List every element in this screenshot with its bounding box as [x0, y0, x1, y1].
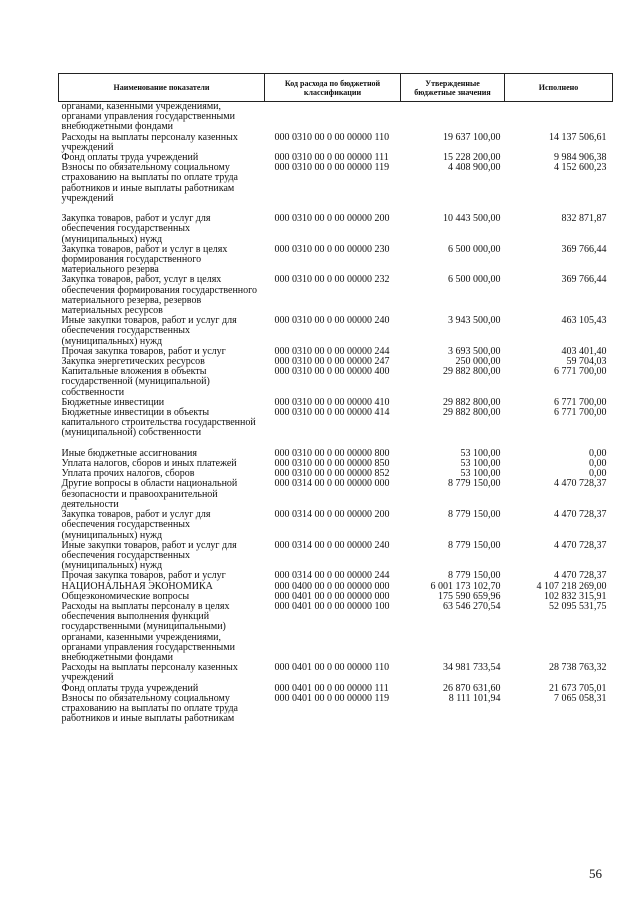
- row-expense-code: 000 0314 00 0 00 00000 000: [274, 478, 390, 490]
- row-executed-value: 369 766,44: [561, 243, 607, 255]
- table-row: [59, 602, 613, 663]
- table-row: [59, 571, 613, 581]
- row-executed-value: 0,00: [589, 447, 607, 459]
- row-approved-value: 8 779 150,00: [448, 539, 501, 551]
- row-executed-value: 52 095 531,75: [549, 600, 607, 612]
- table-row: [59, 541, 613, 572]
- row-executed-value: 14 137 506,61: [549, 131, 607, 143]
- row-approved-value: 175 590 659,96: [438, 590, 501, 602]
- row-expense-code: 000 0310 00 0 00 00000 400: [274, 366, 390, 378]
- row-name: Другие вопросы в области национальной безопасности и правоохранительной деятельности: [61, 478, 238, 510]
- table-row: [59, 163, 613, 214]
- row-expense-code: 000 0310 00 0 00 00000 410: [274, 396, 390, 408]
- row-approved-value: 15 228 200,00: [443, 152, 501, 164]
- row-approved-value: 3 693 500,00: [448, 345, 501, 357]
- table-row: [59, 275, 613, 316]
- row-approved-value: 19 637 100,00: [443, 131, 501, 143]
- row-executed-value: 59 704,03: [566, 356, 607, 368]
- row-expense-code: 000 0310 00 0 00 00000 119: [274, 162, 390, 174]
- row-name: Взносы по обязательному социальному страхованию на выплаты по оплате труда работников и иные выплаты работникам: [61, 692, 238, 725]
- page-number: 56: [589, 866, 602, 881]
- row-expense-code: 000 0314 00 0 00 00000 240: [274, 539, 390, 551]
- row-name: Иные закупки товаров, работ и услуг для обеспечения государственных (муниципальных) нужд: [61, 539, 237, 572]
- row-executed-value: 0,00: [589, 468, 607, 480]
- row-executed-value: 4 470 728,37: [554, 478, 607, 490]
- row-name: Закупка товаров, работ и услуг в целях формирования государственного материального резерва: [61, 243, 228, 276]
- row-expense-code: 000 0310 00 0 00 00000 230: [274, 243, 390, 255]
- table-row: [59, 408, 613, 449]
- row-expense-code: 000 0310 00 0 00 00000 244: [274, 345, 390, 357]
- row-approved-value: 250 000,00: [455, 356, 501, 368]
- row-expense-code: 000 0401 00 0 00 00000 119: [274, 692, 390, 704]
- row-approved-value: 6 500 000,00: [448, 243, 501, 255]
- row-approved-value: 8 779 150,00: [448, 509, 501, 521]
- row-approved-value: 6 001 173 102,70: [430, 580, 501, 592]
- table-row: [59, 245, 613, 276]
- row-expense-code: 000 0310 00 0 00 00000 200: [274, 213, 390, 225]
- budget-execution-table: [58, 73, 613, 724]
- row-approved-value: 53 100,00: [460, 468, 501, 480]
- row-executed-value: 6 771 700,00: [554, 407, 607, 419]
- row-executed-value: 6 771 700,00: [554, 396, 607, 408]
- row-expense-code: 000 0310 00 0 00 00000 232: [274, 274, 390, 286]
- row-name: Закупка энергетических ресурсов: [61, 356, 205, 368]
- row-name: Закупка товаров, работ и услуг для обеспечения государственных (муниципальных) нужд: [61, 509, 211, 541]
- row-executed-value: 4 470 728,37: [554, 539, 607, 551]
- table-body: [59, 102, 613, 725]
- row-executed-value: 832 871,87: [561, 213, 607, 225]
- row-name: Расходы на выплаты персоналу казенных учреждений: [61, 131, 238, 153]
- row-approved-value: 8 779 150,00: [448, 570, 501, 582]
- row-executed-value: 403 401,40: [561, 345, 607, 357]
- row-expense-code: 000 0310 00 0 00 00000 110: [274, 131, 390, 143]
- row-name: Бюджетные инвестиции в объекты капитального строительства государственной (муниципальной) собственности: [61, 407, 256, 439]
- row-approved-value: [401, 102, 505, 133]
- row-executed-value: 102 832 315,91: [544, 590, 607, 602]
- row-executed-value: 21 673 705,01: [549, 682, 607, 694]
- row-name: Уплата прочих налогов, сборов: [61, 468, 195, 480]
- row-expense-code: 000 0401 00 0 00 00000 100: [274, 600, 390, 612]
- row-name: Закупка товаров, работ и услуг для обеспечения государственных (муниципальных) нужд: [61, 213, 211, 245]
- row-approved-value: 29 882 800,00: [443, 407, 501, 419]
- row-approved-value: 3 943 500,00: [448, 315, 501, 327]
- row-approved-value: 29 882 800,00: [443, 396, 501, 408]
- row-approved-value: 26 870 631,60: [443, 682, 501, 694]
- row-executed-value: 369 766,44: [561, 274, 607, 286]
- row-expense-code: 000 0310 00 0 00 00000 240: [274, 315, 390, 327]
- row-approved-value: 10 443 500,00: [443, 213, 501, 225]
- header-approved-values: Утвержденные бюджетные значения: [401, 74, 505, 102]
- row-executed-value: 28 738 763,32: [549, 662, 607, 674]
- row-name: НАЦИОНАЛЬНАЯ ЭКОНОМИКА: [61, 580, 213, 592]
- table-row: [59, 102, 613, 133]
- row-name: Уплата налогов, сборов и иных платежей: [61, 458, 237, 470]
- row-executed-value: 4 470 728,37: [554, 570, 607, 582]
- row-name: Прочая закупка товаров, работ и услуг: [61, 570, 226, 582]
- row-expense-code: 000 0310 00 0 00 00000 414: [274, 407, 390, 419]
- row-name: Закупка товаров, работ, услуг в целях обеспечения формирования государственного материального резерва, резервов материальных ресурсов: [61, 274, 258, 317]
- row-expense-code: 000 0314 00 0 00 00000 200: [274, 509, 390, 521]
- row-approved-value: 29 882 800,00: [443, 366, 501, 378]
- row-executed-value: 9 984 906,38: [554, 152, 607, 164]
- row-name: Бюджетные инвестиции: [61, 396, 165, 408]
- row-approved-value: 34 981 733,54: [443, 662, 501, 674]
- table-header-row: [59, 74, 613, 102]
- row-expense-code: 000 0310 00 0 00 00000 852: [274, 468, 390, 480]
- row-executed-value: 463 105,43: [561, 315, 607, 327]
- row-name: органами, казенными учреждениями, органами управления государственными внебюджетными фондами: [61, 101, 235, 133]
- row-executed-value: 6 771 700,00: [554, 366, 607, 378]
- row-expense-code: 000 0310 00 0 00 00000 850: [274, 458, 390, 470]
- row-expense-code: 000 0310 00 0 00 00000 247: [274, 356, 390, 368]
- row-approved-value: 4 408 900,00: [448, 162, 501, 174]
- table-row: [59, 316, 613, 347]
- row-name: Расходы на выплаты персоналу в целях обеспечения выполнения функций государственными (муниципальными) органами, казенными учреждениями, органами управления государственными внебюджетными фондами: [61, 600, 235, 663]
- row-name: Иные бюджетные ассигнования: [61, 447, 197, 459]
- row-name: Фонд оплаты труда учреждений: [61, 152, 199, 164]
- row-name: Прочая закупка товаров, работ и услуг: [61, 345, 226, 357]
- table-row: [59, 367, 613, 398]
- row-name: Иные закупки товаров, работ и услуг для обеспечения государственных (муниципальных) нужд: [61, 315, 237, 347]
- row-executed-value: 4 470 728,37: [554, 509, 607, 521]
- row-approved-value: 6 500 000,00: [448, 274, 501, 286]
- row-executed-value: 4 107 218 269,00: [536, 580, 607, 592]
- table-row: [59, 694, 613, 725]
- row-expense-code: 000 0314 00 0 00 00000 244: [274, 570, 390, 582]
- table-row: [59, 214, 613, 245]
- row-approved-value: 8 779 150,00: [448, 478, 501, 490]
- row-expense-code: 000 0400 00 0 00 00000 000: [274, 580, 390, 592]
- row-expense-code: 000 0401 00 0 00 00000 000: [274, 590, 390, 602]
- row-approved-value: 8 111 101,94: [448, 692, 501, 704]
- row-executed-value: 0,00: [589, 458, 607, 470]
- row-name: Общеэкономические вопросы: [61, 590, 190, 602]
- row-name: Капитальные вложения в объекты государственной (муниципальной) собственности: [61, 366, 210, 398]
- row-executed-value: 4 152 600,23: [554, 162, 607, 174]
- row-expense-code: 000 0310 00 0 00 00000 800: [274, 447, 390, 459]
- row-expense-code: 000 0401 00 0 00 00000 110: [274, 662, 390, 674]
- row-approved-value: 53 100,00: [460, 458, 501, 470]
- row-approved-value: 53 100,00: [460, 447, 501, 459]
- row-name: Расходы на выплаты персоналу казенных учреждений: [61, 662, 238, 684]
- row-executed-value: 7 065 058,31: [554, 692, 607, 704]
- table-row: [59, 510, 613, 541]
- header-executed: Исполнено: [505, 74, 613, 102]
- table-row: [59, 133, 613, 153]
- row-approved-value: 63 546 270,54: [443, 600, 501, 612]
- table-row: [59, 479, 613, 510]
- header-expense-code: Код расхода по бюджетной классификации: [265, 74, 401, 102]
- row-executed-value: [505, 102, 613, 133]
- row-expense-code: 000 0310 00 0 00 00000 111: [274, 152, 389, 164]
- row-name: Фонд оплаты труда учреждений: [61, 682, 199, 694]
- header-indicator-name: Наименование показатели: [59, 74, 265, 102]
- row-expense-code: 000 0401 00 0 00 00000 111: [274, 682, 389, 694]
- row-name: Взносы по обязательному социальному страхованию на выплаты по оплате труда работников и иные выплаты работникам учреждений: [61, 162, 238, 204]
- row-expense-code: [265, 102, 401, 133]
- table-row: [59, 663, 613, 683]
